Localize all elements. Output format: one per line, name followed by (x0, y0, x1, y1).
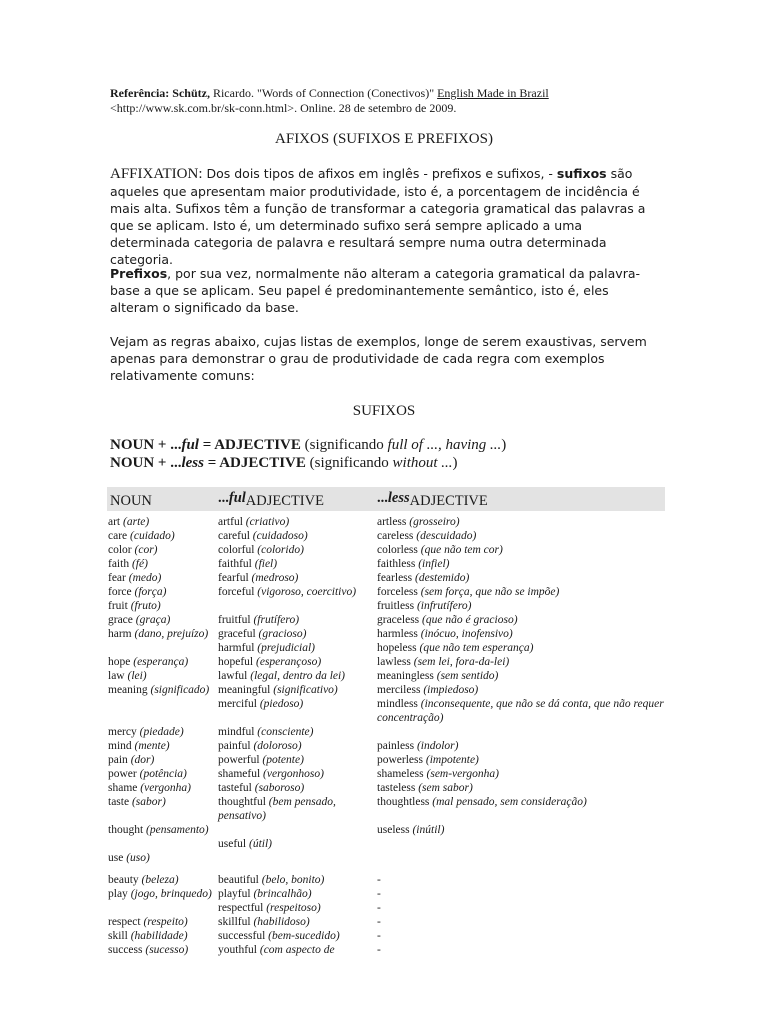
cell-gloss: (vigoroso, coercitivo) (257, 586, 357, 598)
table-cell (218, 873, 377, 887)
table-cell (108, 655, 218, 669)
cell-word: - (377, 916, 381, 928)
table-cell (377, 613, 667, 627)
cell-word: skillful (218, 916, 254, 928)
cell-word: mindless (377, 698, 421, 710)
cell-word: meaningful (218, 684, 274, 696)
cell-gloss: (indolor) (416, 740, 459, 752)
table-cell (218, 515, 377, 529)
cell-word: mind (108, 740, 135, 752)
cell-gloss: (frutífero) (253, 614, 300, 626)
cell-word: fear (108, 572, 129, 584)
affixation-paragraph (110, 165, 650, 268)
cell-word: - (377, 874, 381, 886)
table-row (108, 697, 668, 725)
table-cell (218, 669, 377, 683)
cell-gloss: (gracioso) (258, 628, 307, 640)
cell-gloss: (medo) (128, 572, 162, 584)
table-cell (377, 725, 667, 739)
table-cell (218, 585, 377, 599)
table-row (108, 929, 668, 943)
table-body (108, 515, 668, 957)
cell-word: thoughtless (377, 796, 433, 808)
table-cell (218, 725, 377, 739)
table-cell (108, 901, 218, 915)
cell-gloss: (arte) (123, 516, 150, 528)
table-cell (377, 781, 667, 795)
table-cell (218, 613, 377, 627)
rule-ful: NOUN + ...ful = ADJECTIVE (significando full of ..., having ...) (110, 437, 507, 453)
cell-gloss: (esperançoso) (256, 656, 322, 668)
table-block-1 (108, 515, 668, 865)
table-cell (218, 929, 377, 943)
header-ful: ...ful ADJECTIVE (218, 490, 324, 509)
cell-word: thoughtful (218, 796, 269, 808)
cell-word: successful (218, 930, 269, 942)
table-cell (108, 557, 218, 571)
cell-word: harm (108, 628, 135, 640)
cell-gloss: (sem sabor) (418, 782, 473, 794)
table-cell (218, 887, 377, 901)
cell-word: thought (108, 824, 147, 836)
table-cell (377, 697, 667, 725)
cell-word: harmful (218, 642, 258, 654)
cell-gloss: (potência) (139, 768, 187, 780)
table-cell (377, 739, 667, 753)
cell-gloss: (vergonhoso) (263, 768, 324, 780)
cell-gloss: (piedade) (139, 726, 184, 738)
table-cell (108, 795, 218, 823)
cell-gloss: (cor) (134, 544, 158, 556)
table-row (108, 837, 668, 851)
table-cell (218, 851, 377, 865)
table-cell (218, 739, 377, 753)
cell-gloss: (mente) (134, 740, 170, 752)
cell-word: taste (108, 796, 132, 808)
cell-word: artless (377, 516, 410, 528)
table-cell (108, 515, 218, 529)
cell-gloss: (uso) (126, 852, 150, 864)
table-cell (108, 739, 218, 753)
cell-word: youthful (218, 944, 260, 956)
cell-gloss: (medroso) (251, 572, 299, 584)
cell-word: respectful (218, 902, 267, 914)
cell-word: law (108, 670, 128, 682)
table-row (108, 915, 668, 929)
table-cell (218, 901, 377, 915)
cell-word: careless (377, 530, 417, 542)
table-row (108, 515, 668, 529)
table-cell (218, 599, 377, 613)
cell-gloss: (fruto) (130, 600, 161, 612)
cell-word: color (108, 544, 135, 556)
header-less: ...less ADJECTIVE (377, 490, 488, 509)
cell-word: faithful (218, 558, 255, 570)
table-cell (377, 767, 667, 781)
table-cell (377, 529, 667, 543)
table-cell (377, 641, 667, 655)
table-cell (218, 767, 377, 781)
table-cell (108, 943, 218, 957)
cell-gloss: (doloroso) (253, 740, 302, 752)
table-row (108, 585, 668, 599)
cell-gloss: (respeito) (143, 916, 188, 928)
cell-gloss: (sucesso) (145, 944, 189, 956)
reference-author: Schütz, (172, 86, 210, 100)
cell-gloss: (vergonha) (140, 782, 191, 794)
cell-gloss: (sem-vergonha) (426, 768, 499, 780)
cell-gloss: (prejudicial) (257, 642, 315, 654)
table-cell (108, 613, 218, 627)
table-cell (108, 669, 218, 683)
table-cell (377, 585, 667, 599)
table-cell (377, 515, 667, 529)
table-cell (377, 627, 667, 641)
table-cell (377, 599, 667, 613)
cell-word: art (108, 516, 124, 528)
table-cell (377, 887, 667, 901)
cell-gloss: (esperança) (133, 656, 189, 668)
table-cell (108, 781, 218, 795)
cell-word: colorless (377, 544, 421, 556)
cell-word: fruit (108, 600, 131, 612)
cell-gloss: (habilidade) (130, 930, 188, 942)
cell-gloss: (bem-sucedido) (268, 930, 340, 942)
reference-url: <http://www.sk.com.br/sk-conn.html>. Online. 28 de setembro de 2009. (110, 101, 457, 115)
cell-word: lawful (218, 670, 251, 682)
cell-gloss: (piedoso) (259, 698, 304, 710)
cell-word: artful (218, 516, 246, 528)
cell-gloss: (infiel) (418, 558, 450, 570)
table-cell (108, 543, 218, 557)
cell-word: harmless (377, 628, 421, 640)
cell-gloss: (brincalhão) (253, 888, 312, 900)
cell-word: powerless (377, 754, 426, 766)
table-cell (218, 683, 377, 697)
cell-gloss: (dano, prejuízo) (134, 628, 209, 640)
table-cell (377, 557, 667, 571)
cell-gloss: (com aspecto de (259, 944, 335, 956)
reference-text: Ricardo. "Words of Connection (Conectivos)" (209, 86, 438, 100)
cell-word: powerful (218, 754, 263, 766)
cell-word: painful (218, 740, 254, 752)
cell-word: useful (218, 838, 249, 850)
cell-word: faith (108, 558, 132, 570)
cell-word: power (108, 768, 140, 780)
table-cell (108, 873, 218, 887)
cell-gloss: (significativo) (273, 684, 338, 696)
cell-word: forceless (377, 586, 421, 598)
table-cell (218, 543, 377, 557)
table-cell (218, 781, 377, 795)
cell-gloss: (lei) (127, 670, 147, 682)
table-cell (218, 627, 377, 641)
table-cell (377, 795, 667, 823)
table-row (108, 901, 668, 915)
cell-word: careful (218, 530, 253, 542)
cell-word: graceless (377, 614, 423, 626)
cell-word: - (377, 930, 381, 942)
table-cell (218, 837, 377, 851)
table-cell (218, 753, 377, 767)
cell-word: shameless (377, 768, 427, 780)
table-cell (377, 915, 667, 929)
cell-gloss: (sem força, que não se impõe) (420, 586, 560, 598)
rules (110, 436, 670, 472)
cell-gloss: (bem pensado, pensativo) (218, 796, 336, 822)
table-row (108, 767, 668, 781)
cell-word: useless (377, 824, 413, 836)
table-row (108, 943, 668, 957)
cell-word: fruitless (377, 600, 417, 612)
table-cell (377, 655, 667, 669)
table-cell (377, 543, 667, 557)
affixation-text2: são aqueles que apresentam maior produtividade, isto é, a porcentagem de incidência é mais alta. Sufixos têm a função de transformar a categoria gramatical das palavras a que se aplicam. Isto é, um determinado sufixo será sempre aplicado a uma determinada categoria de palavra e resultará sempre numa outra determinada categoria. (110, 166, 646, 267)
cell-gloss: (inócuo, inofensivo) (420, 628, 513, 640)
table-cell (108, 571, 218, 585)
cell-gloss: (belo, bonito) (261, 874, 325, 886)
cell-word: merciless (377, 684, 424, 696)
table-row (108, 669, 668, 683)
table-row (108, 873, 668, 887)
table-row (108, 823, 668, 837)
table-cell (108, 851, 218, 865)
table-cell (377, 571, 667, 585)
cell-gloss: (que não é gracioso) (422, 614, 518, 626)
table-row (108, 725, 668, 739)
section-title: SUFIXOS (352, 403, 416, 419)
cell-word: shameful (218, 768, 264, 780)
cell-word: grace (108, 614, 136, 626)
table-row (108, 753, 668, 767)
table-cell (377, 851, 667, 865)
cell-word: fearless (377, 572, 415, 584)
table-cell (108, 585, 218, 599)
table-cell (108, 725, 218, 739)
table-cell (377, 901, 667, 915)
cell-gloss: (fé) (131, 558, 148, 570)
cell-gloss: (graça) (135, 614, 171, 626)
cell-gloss: (colorido) (257, 544, 304, 556)
cell-gloss: (beleza) (141, 874, 179, 886)
vejam-paragraph: Vejam as regras abaixo, cujas listas de exemplos, longe de serem exaustivas, servem apenas para demonstrar o grau de produtividade de cada regra com exemplos relativamente comuns: (110, 334, 647, 383)
cell-word: mercy (108, 726, 140, 738)
cell-word: tasteless (377, 782, 419, 794)
prefixos-paragraph (110, 265, 650, 316)
cell-gloss: (legal, dentro da lei) (250, 670, 346, 682)
cell-word: colorful (218, 544, 258, 556)
cell-word: fearful (218, 572, 252, 584)
cell-gloss: (impotente) (425, 754, 479, 766)
cell-word: fruitful (218, 614, 254, 626)
cell-gloss: (sem sentido) (436, 670, 499, 682)
table-cell (218, 943, 377, 957)
table-row (108, 571, 668, 585)
table-row (108, 613, 668, 627)
table-cell (377, 753, 667, 767)
cell-word: respect (108, 916, 144, 928)
table-cell (377, 823, 667, 837)
cell-gloss: (consciente) (257, 726, 314, 738)
table-cell (108, 753, 218, 767)
cell-word: - (377, 944, 381, 956)
cell-word: lawless (377, 656, 414, 668)
reference-link[interactable]: English Made in Brazil (437, 86, 549, 100)
cell-word: painless (377, 740, 417, 752)
cell-word: playful (218, 888, 254, 900)
table-row (108, 795, 668, 823)
cell-word: shame (108, 782, 141, 794)
table-cell (218, 529, 377, 543)
table-cell (108, 697, 218, 725)
cell-word: skill (108, 930, 131, 942)
cell-word: meaningless (377, 670, 437, 682)
table-cell (218, 697, 377, 725)
cell-gloss: (descuidado) (416, 530, 477, 542)
cell-gloss: (dor) (130, 754, 155, 766)
table-row (108, 599, 668, 613)
cell-gloss: (mal pensado, sem consideração) (432, 796, 587, 808)
table-cell (218, 557, 377, 571)
cell-gloss: (impiedoso) (423, 684, 479, 696)
table-cell (108, 823, 218, 837)
table-cell (218, 655, 377, 669)
affixation-bold: sufixos (556, 166, 607, 181)
prefixos-text: , por sua vez, normalmente não alteram a categoria gramatical da palavra-base a que se aplicam. Seu papel é predominantemente semântico, isto é, eles alteram o significado da base. (110, 266, 641, 315)
table-cell (108, 627, 218, 641)
affixation-lead: AFFIXATION: (110, 166, 203, 182)
cell-word: hopeful (218, 656, 257, 668)
table-row (108, 781, 668, 795)
table-cell (377, 943, 667, 957)
cell-word: mindful (218, 726, 258, 738)
cell-gloss: (força) (134, 586, 167, 598)
cell-gloss: (sabor) (131, 796, 166, 808)
cell-word: hopeless (377, 642, 420, 654)
table-cell (108, 529, 218, 543)
table-cell (108, 683, 218, 697)
cell-gloss: (inútil) (412, 824, 445, 836)
cell-gloss: (fiel) (254, 558, 278, 570)
cell-gloss: (saboroso) (254, 782, 305, 794)
table-cell (108, 837, 218, 851)
cell-gloss: (útil) (248, 838, 272, 850)
page-title: AFIXOS (SUFIXOS E PREFIXOS) (275, 131, 493, 147)
cell-gloss: (respeitoso) (266, 902, 321, 914)
table-cell (218, 571, 377, 585)
cell-gloss: (habilidoso) (253, 916, 310, 928)
cell-gloss: (que não tem esperança) (419, 642, 534, 654)
table-cell (108, 767, 218, 781)
table-block-2 (108, 873, 668, 957)
table-cell (377, 837, 667, 851)
cell-word: care (108, 530, 131, 542)
table-row (108, 739, 668, 753)
cell-word: pain (108, 754, 131, 766)
reference-citation (110, 86, 630, 116)
rule-less: NOUN + ...less = ADJECTIVE (significando without ...) (110, 455, 458, 471)
table-row (108, 557, 668, 571)
cell-word: meaning (108, 684, 151, 696)
cell-gloss: (pensamento) (146, 824, 209, 836)
cell-word: beauty (108, 874, 142, 886)
cell-word: use (108, 852, 127, 864)
cell-word: tasteful (218, 782, 255, 794)
cell-word: - (377, 888, 381, 900)
table-cell (377, 669, 667, 683)
table-row (108, 683, 668, 697)
cell-gloss: (inconsequente, que não se dá conta, que não requer concentração) (377, 698, 664, 724)
table-row (108, 641, 668, 655)
reference-label: Referência: (110, 86, 170, 100)
table-cell (108, 915, 218, 929)
cell-gloss: (potente) (262, 754, 304, 766)
table-row (108, 529, 668, 543)
table-cell (218, 915, 377, 929)
table-cell (108, 599, 218, 613)
table-cell (218, 795, 377, 823)
prefixos-bold: Prefixos (110, 266, 168, 281)
table-row (108, 627, 668, 641)
cell-word: beautiful (218, 874, 262, 886)
cell-word: graceful (218, 628, 259, 640)
table-row (108, 655, 668, 669)
cell-word: force (108, 586, 135, 598)
table-header: NOUN ...ful ADJECTIVE ...less ADJECTIVE (107, 487, 665, 511)
cell-word: faithless (377, 558, 419, 570)
table-row (108, 543, 668, 557)
cell-gloss: (cuidadoso) (252, 530, 308, 542)
cell-gloss: (destemido) (415, 572, 470, 584)
cell-gloss: (jogo, brinquedo) (130, 888, 212, 900)
cell-word: hope (108, 656, 134, 668)
cell-gloss: (sem lei, fora-da-lei) (413, 656, 510, 668)
affixation-text1: Dos dois tipos de afixos em inglês - prefixos e sufixos, - (202, 166, 557, 181)
table-cell (377, 873, 667, 887)
cell-word: - (377, 902, 381, 914)
cell-gloss: (significado) (150, 684, 210, 696)
table-cell (108, 887, 218, 901)
cell-gloss: (criativo) (245, 516, 290, 528)
cell-word: play (108, 888, 131, 900)
table-row (108, 851, 668, 865)
table-row (108, 887, 668, 901)
table-cell (377, 929, 667, 943)
table-cell (108, 929, 218, 943)
cell-word: success (108, 944, 146, 956)
cell-gloss: (infrutífero) (416, 600, 472, 612)
cell-word: forceful (218, 586, 258, 598)
cell-gloss: (que não tem cor) (420, 544, 503, 556)
cell-word: merciful (218, 698, 260, 710)
cell-gloss: (grosseiro) (409, 516, 460, 528)
table-cell (377, 683, 667, 697)
table-cell (108, 641, 218, 655)
table-cell (218, 823, 377, 837)
table-cell (218, 641, 377, 655)
cell-gloss: (cuidado) (130, 530, 175, 542)
